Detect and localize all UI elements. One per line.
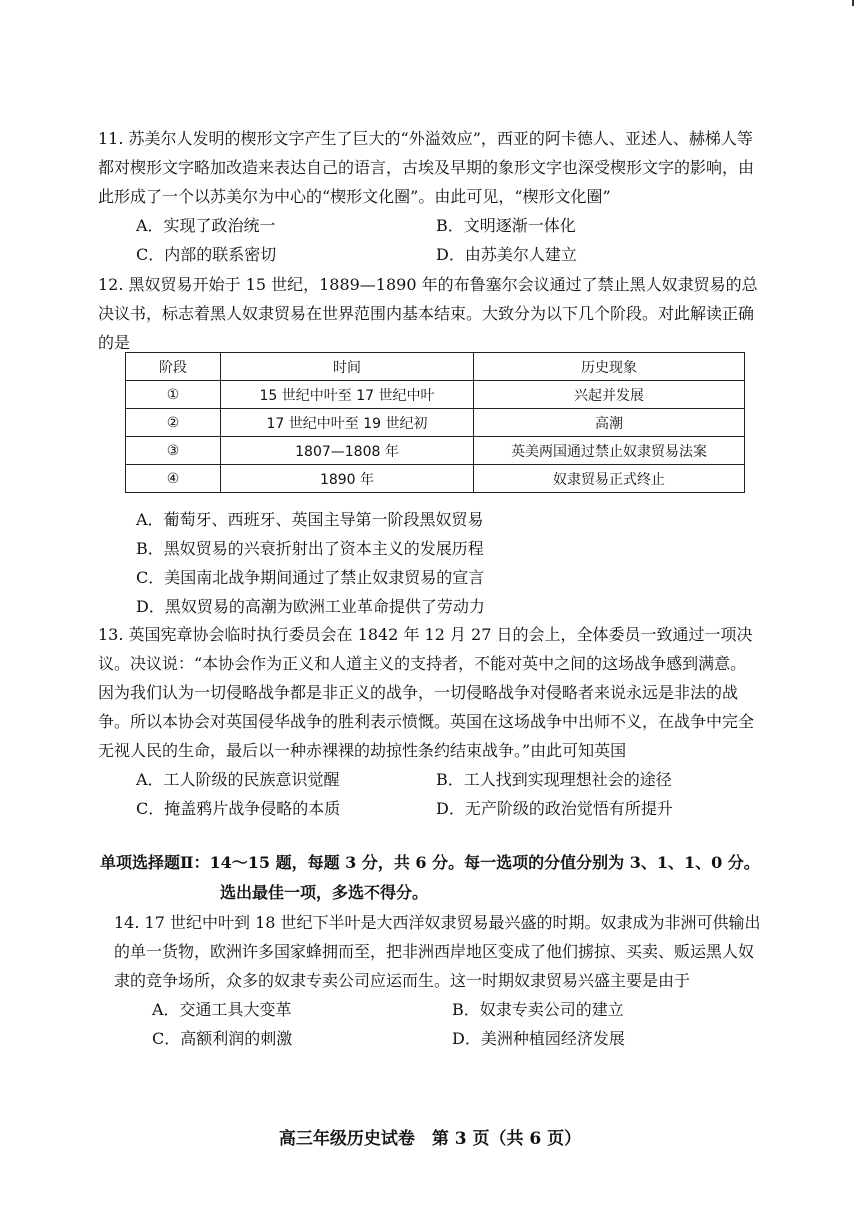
table-header: 时间 — [221, 353, 474, 381]
table-cell: 英美两国通过禁止奴隶贸易法案 — [474, 437, 745, 465]
table-row — [126, 409, 745, 437]
table-header: 阶段 — [126, 353, 221, 381]
table-header: 历史现象 — [474, 353, 745, 381]
table-cell: 1890 年 — [221, 465, 474, 493]
table-cell: 1807—1808 年 — [221, 437, 474, 465]
option-c[interactable]: C．美国南北战争期间通过了禁止奴隶贸易的宣言 — [136, 568, 485, 587]
question-stem: 17 世纪中叶到 18 世纪下半叶是大西洋奴隶贸易最兴盛的时期。奴隶成为非洲可供输出的单一货物，欧洲许多国家蜂拥而至，把非洲西岸地区变成了他们掳掠、买卖、贩运黑人奴隶的竞争场所，众多的奴隶专卖公司应运而生。这一时期奴隶贸易兴盛主要是由于 — [114, 913, 761, 990]
option-a[interactable]: A．葡萄牙、西班牙、英国主导第一阶段黑奴贸易 — [136, 510, 484, 529]
section-heading-line1: 单项选择题Ⅱ：14～15 题，每题 3 分，共 6 分。每一选项的分值分别为 3、1、1、0 分。 — [100, 853, 760, 872]
question-12 — [98, 270, 758, 357]
table-row — [126, 381, 745, 409]
option-c[interactable]: C．掩盖鸦片战争侵略的本质 — [136, 799, 341, 818]
stage-table — [125, 352, 745, 493]
table-cell: ① — [126, 381, 221, 409]
question-11 — [98, 124, 758, 269]
table-row — [126, 437, 745, 465]
options — [114, 995, 764, 1053]
question-number: 12. — [98, 275, 124, 294]
table-header-row — [126, 353, 745, 381]
table-cell: 15 世纪中叶至 17 世纪中叶 — [221, 381, 474, 409]
option-a[interactable]: A．工人阶级的民族意识觉醒 — [136, 770, 340, 789]
page-footer: 高三年级历史试卷 第 3 页（共 6 页） — [278, 1129, 582, 1149]
option-b[interactable]: B．工人找到实现理想社会的途径 — [436, 770, 672, 789]
table-cell: 奴隶贸易正式终止 — [474, 465, 745, 493]
table-cell: 17 世纪中叶至 19 世纪初 — [221, 409, 474, 437]
table-cell: ② — [126, 409, 221, 437]
option-c[interactable]: C．高额利润的刺激 — [152, 1029, 293, 1048]
option-a[interactable]: A．实现了政治统一 — [136, 216, 276, 235]
option-d[interactable]: D．无产阶级的政治觉悟有所提升 — [436, 799, 673, 818]
table-cell: 兴起并发展 — [474, 381, 745, 409]
option-b[interactable]: B．奴隶专卖公司的建立 — [452, 1000, 624, 1019]
option-b[interactable]: B．文明逐渐一体化 — [436, 216, 576, 235]
question-stem: 苏美尔人发明的楔形文字产生了巨大的“外溢效应”，西亚的阿卡德人、亚述人、赫梯人等都对楔形文字略加改造来表达自己的语言，古埃及早期的象形文字也深受楔形文字的影响，由此形成了一个以苏美尔为中心的“楔形文化圈”。由此可见，“楔形文化圈” — [98, 129, 755, 206]
option-d[interactable]: D．黑奴贸易的高潮为欧洲工业革命提供了劳动力 — [136, 597, 485, 616]
option-a[interactable]: A．交通工具大变革 — [152, 1000, 292, 1019]
table-cell: 高潮 — [474, 409, 745, 437]
question-13 — [98, 620, 758, 823]
options — [98, 211, 758, 269]
table-cell: ④ — [126, 465, 221, 493]
table-cell: ③ — [126, 437, 221, 465]
corner-mark — [852, 0, 854, 6]
question-stem: 黑奴贸易开始于 15 世纪，1889—1890 年的布鲁塞尔会议通过了禁止黑人奴隶贸易的总决议书，标志着黑人奴隶贸易在世界范围内基本结束。大致分为以下几个阶段。对此解读正确的是 — [98, 275, 758, 352]
option-c[interactable]: C．内部的联系密切 — [136, 245, 277, 264]
options — [98, 765, 758, 823]
question-number: 13. — [98, 625, 124, 644]
question-14 — [114, 908, 764, 1053]
section-heading — [100, 848, 780, 908]
question-number: 14. — [114, 913, 140, 932]
question-12-options — [98, 505, 758, 621]
section-heading-line2: 选出最佳一项，多选不得分。 — [220, 883, 429, 902]
question-stem: 英国宪章协会临时执行委员会在 1842 年 12 月 27 日的会上，全体委员一致通过一项决议。决议说：“本协会作为正义和人道主义的支持者，不能对英中之间的这场战争感到满意。因为我们认为一切侵略战争都是非正义的战争，一切侵略战争对侵略者来说永远是非法的战争。所以本协会对英国侵华战争的胜利表示愤慨。英国在这场战争中出师不义，在战争中完全无视人民的生命，最后以一种赤裸裸的劫掠性条约结束战争。”由此可知英国 — [98, 625, 755, 760]
option-b[interactable]: B．黑奴贸易的兴衰折射出了资本主义的发展历程 — [136, 539, 484, 558]
option-d[interactable]: D．由苏美尔人建立 — [436, 245, 577, 264]
table-row — [126, 465, 745, 493]
option-d[interactable]: D．美洲种植园经济发展 — [452, 1029, 625, 1048]
question-number: 11. — [98, 129, 124, 148]
